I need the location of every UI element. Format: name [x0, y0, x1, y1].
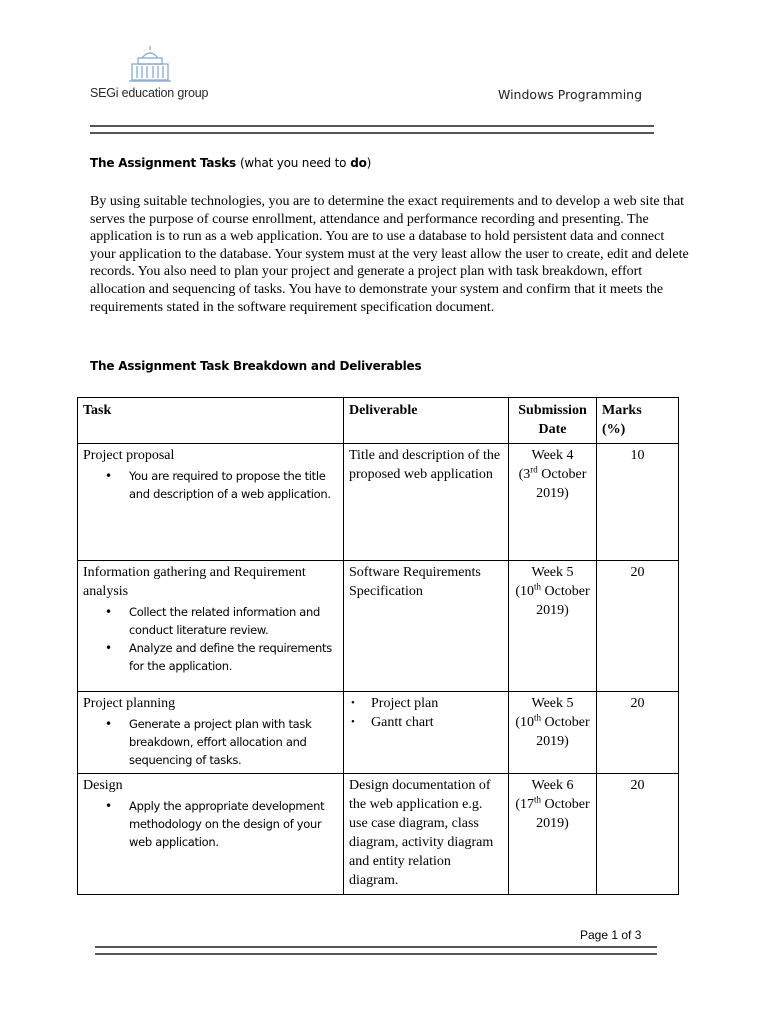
deliverable-cell: Title and description of the proposed web application — [344, 444, 509, 561]
task-bullets — [83, 797, 338, 851]
date-suffix: rd — [530, 464, 538, 475]
date-rest: October 2019) — [536, 715, 590, 749]
header-deliverable: Deliverable — [344, 398, 509, 444]
task-bullets — [83, 467, 338, 503]
task-bullet: • Apply the appropriate development methodology on the design of your web application. — [83, 797, 338, 851]
submission-date — [514, 582, 591, 620]
assignment-tasks-heading — [90, 156, 371, 170]
deliverable-list — [349, 694, 503, 732]
marks-cell: 20 — [597, 692, 679, 774]
submission-week: Week 4 — [531, 448, 574, 463]
task-title: Project planning — [83, 696, 176, 711]
marks-cell: 20 — [597, 561, 679, 692]
task-cell — [78, 444, 344, 561]
task-title: Information gathering and Requirement analysis — [83, 565, 306, 599]
submission-date — [514, 795, 591, 833]
date-prefix: (10 — [515, 584, 535, 599]
task-bullet: • Collect the related information and conduct literature review. — [83, 603, 338, 639]
marks-cell: 10 — [597, 444, 679, 561]
page-number: Page 1 of 3 — [580, 928, 642, 942]
submission-date-cell — [509, 561, 597, 692]
header-marks-line1: Marks — [602, 403, 642, 418]
date-suffix: th — [534, 712, 542, 723]
submission-week: Week 5 — [531, 696, 574, 711]
submission-date-cell — [509, 444, 597, 561]
breakdown-heading: The Assignment Task Breakdown and Deliverables — [90, 359, 422, 373]
date-prefix: (17 — [515, 797, 535, 812]
heading-emphasis: do — [350, 156, 367, 170]
table-row — [78, 561, 679, 692]
course-title: Windows Programming — [498, 87, 643, 102]
task-bullet: • You are required to propose the title and description of a web application. — [83, 467, 338, 503]
header-marks — [597, 398, 679, 444]
task-bullet: • Generate a project plan with task breakdown, effort allocation and sequencing of tasks. — [83, 715, 338, 769]
task-bullets — [83, 715, 338, 769]
table-row — [78, 692, 679, 774]
heading-close: ) — [366, 156, 372, 170]
submission-date-cell — [509, 774, 597, 895]
header-submission-line2: Date — [538, 422, 567, 437]
table-header-row — [78, 398, 679, 444]
heading-bold: The Assignment Tasks — [90, 156, 236, 170]
submission-week: Week 6 — [531, 778, 574, 793]
date-prefix: (3 — [518, 467, 531, 482]
deliverable-item: • Project plan — [349, 694, 503, 713]
task-bullets — [83, 603, 338, 675]
date-rest: October 2019) — [536, 467, 587, 501]
deliverable-cell: Design documentation of the web application e.g. use case diagram, class diagram, activity diagram and entity relation diagram. — [344, 774, 509, 895]
header-submission-line1: Submission — [518, 403, 587, 418]
header-divider — [90, 125, 654, 134]
date-suffix: th — [534, 794, 542, 805]
header-submission-date — [509, 398, 597, 444]
task-title: Design — [83, 778, 123, 793]
logo-text: SEGi education group — [90, 86, 209, 100]
deliverable-cell — [344, 692, 509, 774]
date-suffix: th — [534, 581, 542, 592]
submission-date — [514, 465, 591, 503]
task-cell — [78, 774, 344, 895]
task-table — [77, 397, 679, 895]
date-prefix: (10 — [515, 715, 535, 730]
task-cell — [78, 561, 344, 692]
date-rest: October 2019) — [536, 797, 590, 831]
assignment-description: By using suitable technologies, you are to determine the exact requirements and to develop a web site that serves the purpose of course enrollment, attendance and performance recording and presenting. The application is to run as a web application. You are to use a database to hold persistent data and connect your application to the database. Your system must at the very least allow the user to create, edit and delete records. You also need to plan your project and generate a project plan with task breakdown, effort allocation and sequencing of tasks. You have to demonstrate your system and confirm that it meets the requirements stated in the software requirement specification document. — [90, 194, 689, 315]
header-marks-line2: (%) — [602, 422, 626, 437]
table-row — [78, 444, 679, 561]
task-title: Project proposal — [83, 448, 175, 463]
footer-divider — [95, 946, 657, 955]
deliverable-cell: Software Requirements Specification — [344, 561, 509, 692]
heading-normal: (what you need to — [239, 156, 347, 170]
submission-date — [514, 713, 591, 751]
header-task: Task — [78, 398, 344, 444]
segi-logo — [90, 44, 220, 104]
building-icon — [128, 44, 172, 84]
deliverable-item: • Gantt chart — [349, 713, 503, 732]
submission-week: Week 5 — [531, 565, 574, 580]
marks-cell: 20 — [597, 774, 679, 895]
table-row — [78, 774, 679, 895]
task-cell — [78, 692, 344, 774]
task-bullet: • Analyze and define the requirements for the application. — [83, 639, 338, 675]
date-rest: October 2019) — [536, 584, 590, 618]
submission-date-cell — [509, 692, 597, 774]
